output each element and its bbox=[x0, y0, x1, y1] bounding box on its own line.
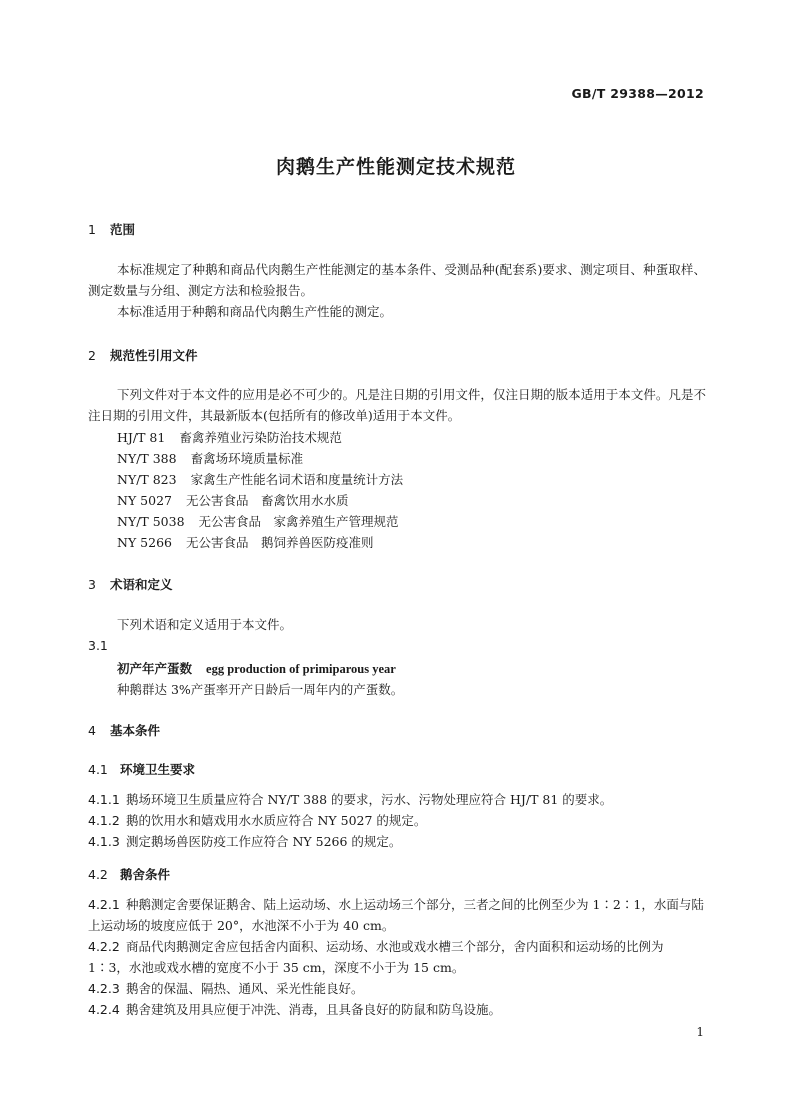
clause-item bbox=[88, 936, 706, 978]
reference-code: NY 5266 bbox=[117, 535, 172, 550]
section-number: 1 bbox=[88, 222, 96, 237]
reference-code: HJ/T 81 bbox=[117, 430, 166, 445]
term-heading bbox=[117, 659, 396, 677]
clause-text: 鹅舍的保温、隔热、通风、采光性能良好。 bbox=[126, 981, 364, 996]
clause-number: 4.2.3 bbox=[88, 981, 120, 996]
reference-code: NY/T 5038 bbox=[117, 514, 185, 529]
clause-item bbox=[88, 831, 706, 852]
clause-text: 鹅舍建筑及用具应便于冲洗、消毒，且具备良好的防鼠和防鸟设施。 bbox=[126, 1002, 502, 1017]
section-number: 3 bbox=[88, 577, 96, 592]
reference-title: 无公害食品 鹅饲养兽医防疫准则 bbox=[185, 535, 374, 550]
reference-item bbox=[117, 470, 403, 488]
reference-title: 畜禽场环境质量标准 bbox=[190, 451, 304, 466]
clause-number: 4.1.1 bbox=[88, 792, 120, 807]
section-title: 基本条件 bbox=[110, 723, 161, 738]
section-number: 2 bbox=[88, 348, 96, 363]
subsection-title: 环境卫生要求 bbox=[120, 762, 196, 777]
subsection-4-2-heading bbox=[88, 865, 170, 883]
section-1-paragraph-2: 本标准适用于种鹅和商品代肉鹅生产性能的测定。 bbox=[117, 304, 393, 319]
clause-text: 鹅场环境卫生质量应符合 NY/T 388 的要求，污水、污物处理应符合 HJ/T 81 的要求。 bbox=[126, 792, 613, 807]
clause-number: 4.2.1 bbox=[88, 897, 120, 912]
reference-item bbox=[117, 449, 303, 467]
clause-text: 鹅的饮用水和嬉戏用水水质应符合 NY 5027 的规定。 bbox=[126, 813, 427, 828]
reference-item bbox=[117, 533, 374, 551]
term-english: egg production of primiparous year bbox=[206, 662, 396, 676]
section-number: 4 bbox=[88, 723, 96, 738]
term-definition: 种鹅群达 3%产蛋率开产日龄后一周年内的产蛋数。 bbox=[117, 682, 404, 697]
clause-number: 4.1.3 bbox=[88, 834, 120, 849]
subsection-number: 4.2 bbox=[88, 867, 108, 882]
reference-item bbox=[117, 491, 349, 509]
clause-item bbox=[88, 789, 706, 810]
reference-title: 无公害食品 家禽养殖生产管理规范 bbox=[198, 514, 399, 529]
reference-item bbox=[117, 512, 399, 530]
document-title: 肉鹅生产性能测定技术规范 bbox=[275, 156, 516, 178]
clause-text: 测定鹅场兽医防疫工作应符合 NY 5266 的规定。 bbox=[126, 834, 402, 849]
reference-title: 无公害食品 畜禽饮用水水质 bbox=[185, 493, 349, 508]
section-1-paragraph-1: 本标准规定了种鹅和商品代肉鹅生产性能测定的基本条件、受测品种(配套系)要求、测定项目、种蛋取样、测定数量与分组、测定方法和检验报告。 bbox=[88, 262, 706, 298]
clause-item bbox=[88, 978, 706, 999]
reference-title: 家禽生产性能名词术语和度量统计方法 bbox=[190, 472, 404, 487]
reference-item bbox=[117, 428, 342, 446]
clause-number: 4.1.2 bbox=[88, 813, 120, 828]
reference-title: 畜禽养殖业污染防治技术规范 bbox=[179, 430, 342, 445]
section-3-paragraph-1: 下列术语和定义适用于本文件。 bbox=[117, 617, 293, 632]
clause-text: 商品代肉鹅测定舍应包括舍内面积、运动场、水池或戏水槽三个部分，舍内面积和运动场的比例为 1∶3，水池或戏水槽的宽度不小于 35 cm，深度不小于为 15 cm。 bbox=[88, 939, 664, 975]
section-2-heading bbox=[88, 346, 198, 364]
section-title: 术语和定义 bbox=[110, 577, 173, 592]
page-number: 1 bbox=[696, 1025, 704, 1039]
clause-item bbox=[88, 894, 706, 936]
clause-item bbox=[88, 810, 706, 831]
section-1-heading bbox=[88, 220, 135, 238]
section-title: 规范性引用文件 bbox=[110, 348, 198, 363]
reference-code: NY 5027 bbox=[117, 493, 172, 508]
term-chinese: 初产年产蛋数 bbox=[117, 661, 193, 676]
subsection-4-1-heading bbox=[88, 760, 195, 778]
section-4-heading bbox=[88, 721, 160, 739]
reference-code: NY/T 823 bbox=[117, 472, 177, 487]
standard-code: GB/T 29388—2012 bbox=[571, 86, 704, 101]
term-number: 3.1 bbox=[88, 638, 108, 653]
clause-text: 种鹅测定舍要保证鹅舍、陆上运动场、水上运动场三个部分，三者之间的比例至少为 1∶2∶1，水面与陆上运动场的坡度应低于 20°，水池深不小于为 40 cm。 bbox=[88, 897, 704, 933]
section-title: 范围 bbox=[110, 222, 136, 237]
section-2-paragraph-1: 下列文件对于本文件的应用是必不可少的。凡是注日期的引用文件，仅注日期的版本适用于本文件。凡是不注日期的引用文件，其最新版本(包括所有的修改单)适用于本文件。 bbox=[88, 387, 706, 423]
clause-number: 4.2.2 bbox=[88, 939, 120, 954]
subsection-title: 鹅舍条件 bbox=[120, 867, 171, 882]
clause-item bbox=[88, 999, 706, 1020]
subsection-number: 4.1 bbox=[88, 762, 108, 777]
section-3-heading bbox=[88, 575, 173, 593]
reference-code: NY/T 388 bbox=[117, 451, 177, 466]
clause-number: 4.2.4 bbox=[88, 1002, 120, 1017]
